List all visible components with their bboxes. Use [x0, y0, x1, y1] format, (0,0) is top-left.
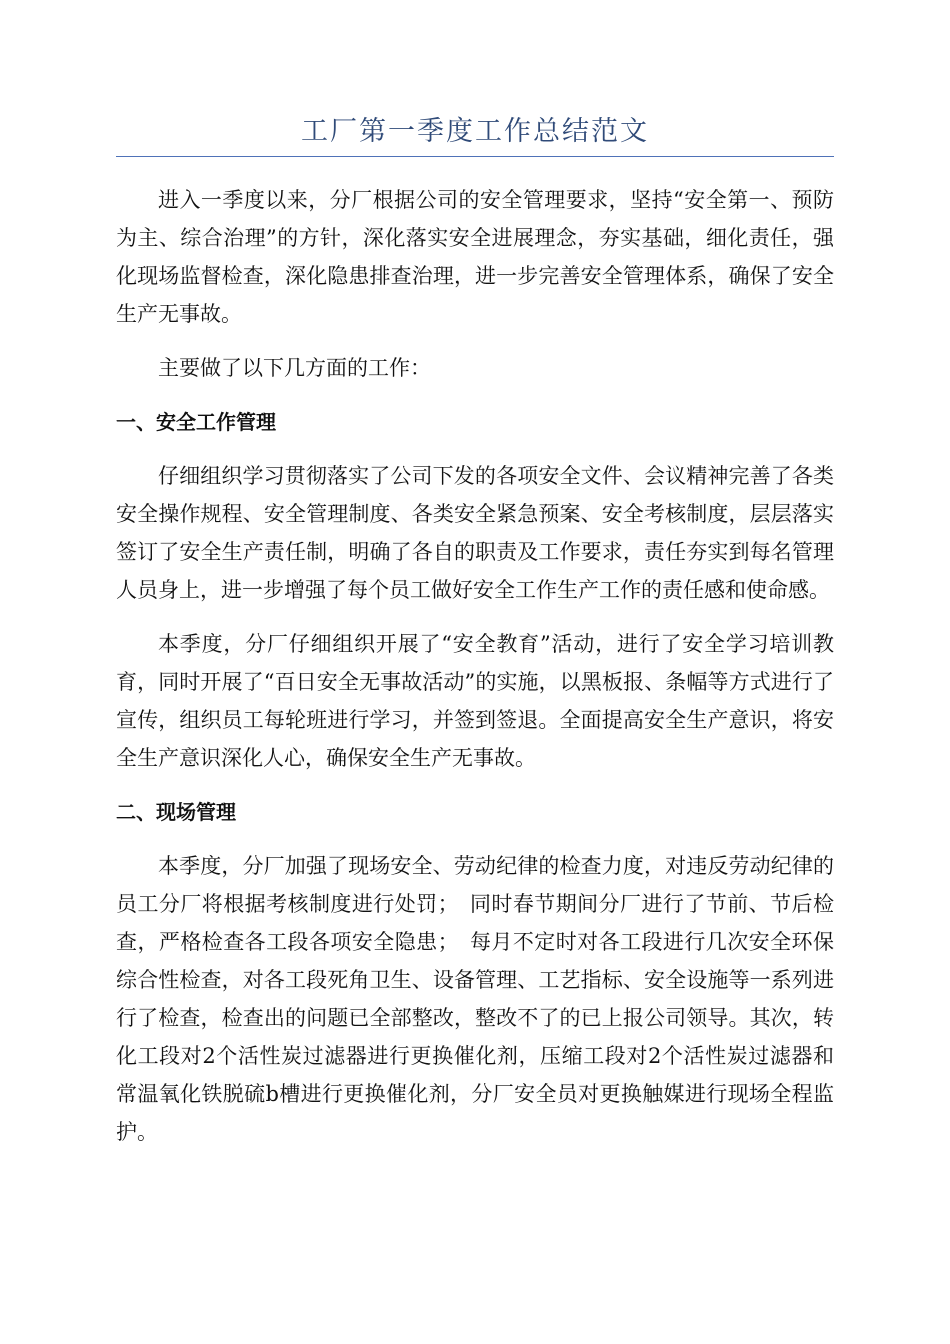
section-heading-site-management: 二、现场管理 — [116, 800, 236, 824]
site-management-paragraph-1: 本季度，分厂加强了现场安全、劳动纪律的检查力度，对违反劳动纪律的员工分厂将根据考核制度进行处罚； 同时春节期间分厂进行了节前、节后检查，严格检查各工段各项安全隐患； 每月不定时对各工段进行几次安全环保综合性检查，对各工段死角卫生、设备管理、工艺指标、安全设施等一系列进行了检查，检查出的问题已全部整改，整改不了的已上报公司领导。其次，转化工段对2个活性炭过滤器进行更换催化剂，压缩工段对2个活性炭过滤器和常温氧化铁脱硫b槽进行更换催化剂，分厂安全员对更换触媒进行现场全程监护。 — [116, 854, 834, 1144]
document-title: 工厂第一季度工作总结范文 — [116, 110, 834, 157]
document-page — [116, 110, 834, 1167]
lead-in-paragraph: 主要做了以下几方面的工作： — [158, 356, 431, 380]
safety-management-paragraph-2: 本季度，分厂仔细组织开展了“安全教育”活动，进行了安全学习培训教育，同时开展了“百日安全无事故活动”的实施，以黑板报、条幅等方式进行了宣传，组织员工每轮班进行学习，并签到签退。全面提高安全生产意识，将安全生产意识深化人心，确保安全生产无事故。 — [116, 632, 834, 770]
safety-management-paragraph-1: 仔细组织学习贯彻落实了公司下发的各项安全文件、会议精神完善了各类安全操作规程、安全管理制度、各类安全紧急预案、安全考核制度，层层落实签订了安全生产责任制，明确了各自的职责及工作要求，责任夯实到每名管理人员身上，进一步增强了每个员工做好安全工作生产工作的责任感和使命感。 — [116, 464, 834, 602]
intro-paragraph: 进入一季度以来，分厂根据公司的安全管理要求，坚持“安全第一、预防为主、综合治理”的方针，深化落实安全进展理念，夯实基础，细化责任，强化现场监督检查，深化隐患排查治理，进一步完善安全管理体系，确保了安全生产无事故。 — [116, 188, 834, 326]
section-heading-safety-management: 一、安全工作管理 — [116, 410, 276, 434]
